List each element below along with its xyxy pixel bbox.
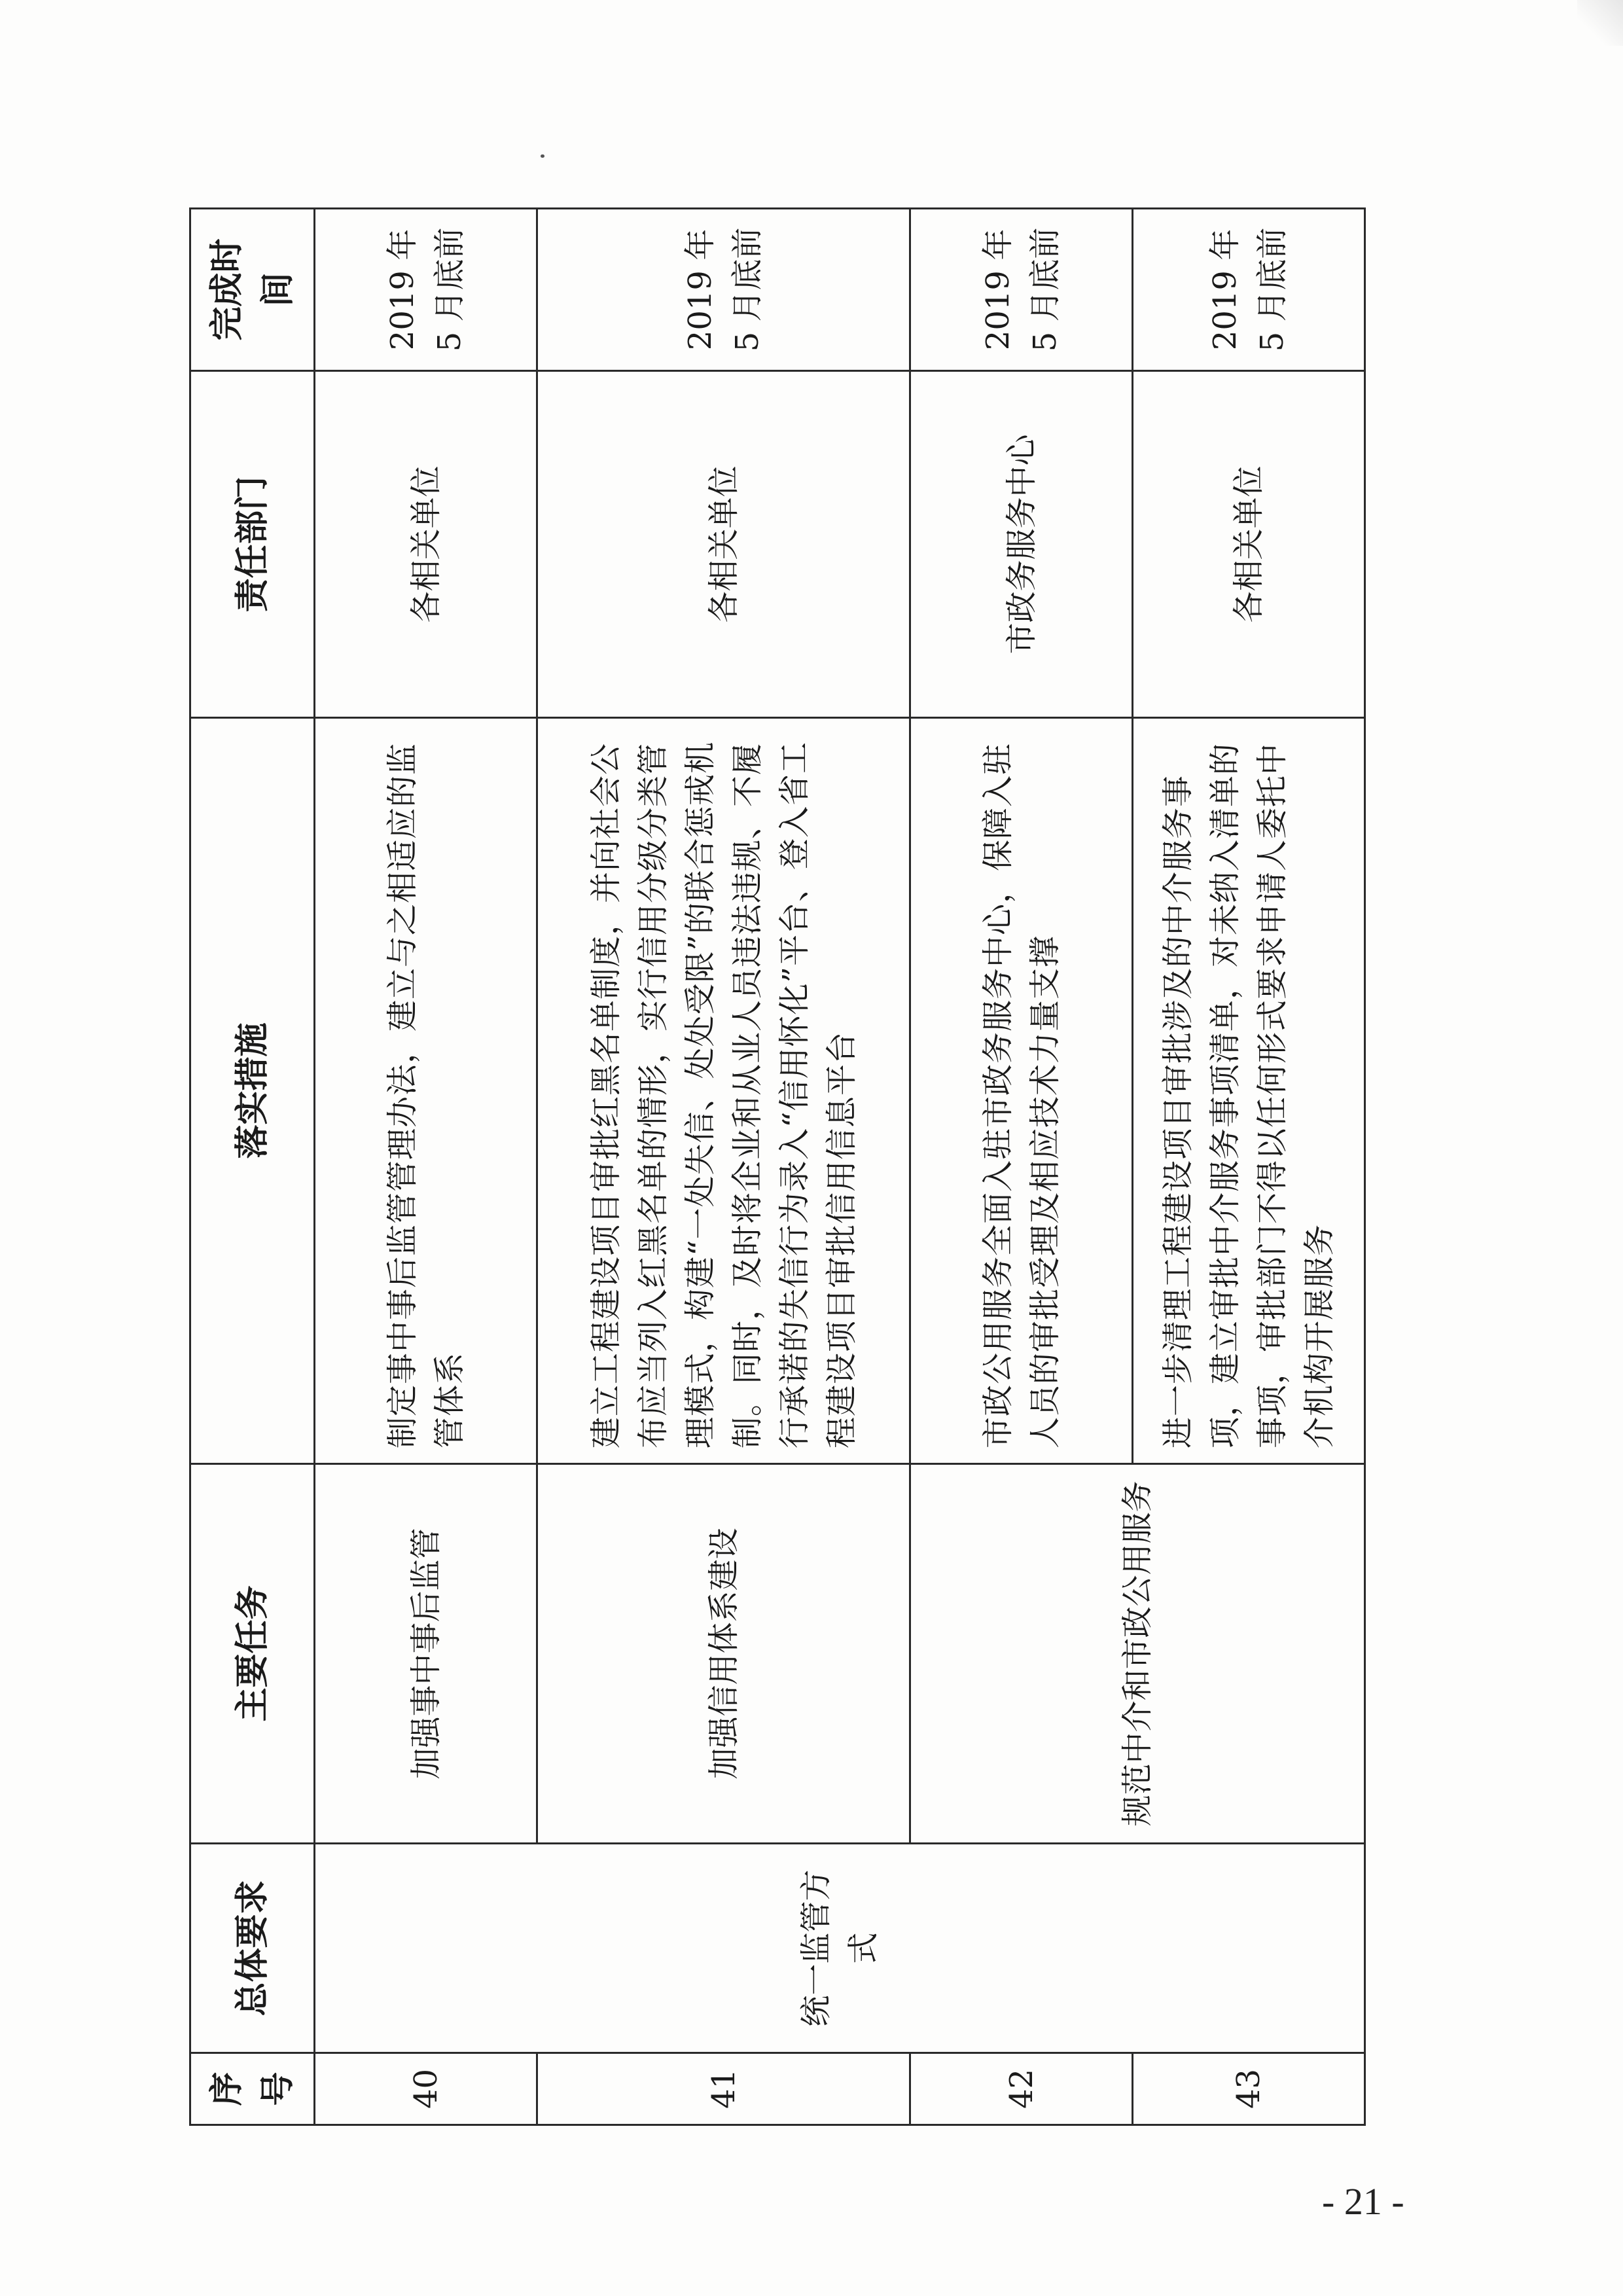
cell-task: 加强信用体系建设 — [537, 1464, 910, 1844]
cell-deadline: 2019 年 5 月底前 — [1133, 209, 1365, 371]
cell-measure: 市政公用服务全面入驻市政务服务中心，保障入驻人员的审批受理及相应技术力量支撑 — [910, 718, 1133, 1464]
rotated-table-wrapper — [189, 209, 1364, 2126]
cell-task: 加强事中事后监管 — [315, 1464, 537, 1844]
header-task: 主要任务 — [190, 1464, 315, 1844]
cell-measure: 制定事中事后监管管理办法，建立与之相适应的监管体系 — [315, 718, 537, 1464]
header-row — [190, 209, 315, 2125]
cell-seq: 41 — [537, 2053, 910, 2125]
table-row — [537, 209, 910, 2125]
cell-requirement: 统一监管方式 — [315, 1844, 1365, 2053]
page-number: - 21 - — [1322, 2180, 1404, 2223]
header-seq: 序号 — [190, 2053, 315, 2125]
scan-edge-shadow — [1577, 0, 1623, 46]
cell-department: 各相关单位 — [315, 371, 537, 718]
cell-department: 各相关单位 — [1133, 371, 1365, 718]
header-measure: 落实措施 — [190, 718, 315, 1464]
cell-seq: 40 — [315, 2053, 537, 2125]
cell-deadline: 2019 年 5 月底前 — [910, 209, 1133, 371]
scan-speck — [541, 154, 544, 158]
task-table — [189, 207, 1366, 2126]
cell-task: 规范中介和市政公用服务 — [910, 1464, 1365, 1844]
table-row — [315, 209, 537, 2125]
cell-department: 市政务服务中心 — [910, 371, 1133, 718]
cell-measure: 建立工程建设项目审批红黑名单制度，并向社会公布应当列入红黑名单的情形，实行信用分级分类管理模式，构建“一处失信、处处受限”的联合惩戒机制。同时，及时将企业和从业人员违法违规、不履行承诺的失信行为录入“信用怀化”平台、登入省工程建设项目审批信用信息平台 — [537, 718, 910, 1464]
cell-deadline: 2019 年 5 月底前 — [537, 209, 910, 371]
cell-seq: 42 — [910, 2053, 1133, 2125]
header-requirement: 总体要求 — [190, 1844, 315, 2053]
table-row — [910, 209, 1133, 2125]
cell-department: 各相关单位 — [537, 371, 910, 718]
cell-seq: 43 — [1133, 2053, 1365, 2125]
header-deadline: 完成时间 — [190, 209, 315, 371]
header-department: 责任部门 — [190, 371, 315, 718]
cell-measure: 进一步清理工程建设项目审批涉及的中介服务事项，建立审批中介服务事项清单，对未纳入清单的事项，审批部门不得以任何形式要求申请人委托中介机构开展服务 — [1133, 718, 1365, 1464]
cell-deadline: 2019 年 5 月底前 — [315, 209, 537, 371]
